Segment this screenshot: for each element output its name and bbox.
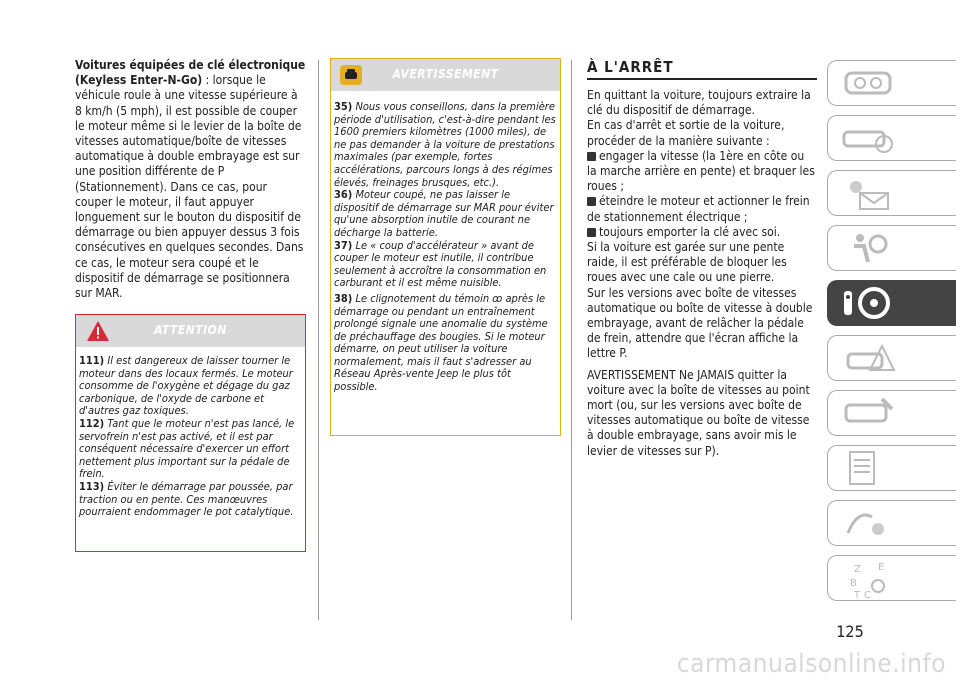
bullet-text: engager la vitesse (la 1ère en côte ou la marche arrière en pente) et braquer les roues ; [587,148,815,194]
key-steering-icon [838,283,898,323]
keyless-body: : lorsque le véhicule roule à une vitesse supérieure à 8 km/h (5 mph), il est possible de couper le moteur même si le levier de la boîte de vitesses automatique/boîte de vitesses automatique à double embrayage est sur une position différente de P (Stationnement). Dans ce cas, pour couper le moteur, il faut appuyer longuement sur le bouton du dispositif de démarrage ou bien appuyer dessus 3 fois consécutives en quelques secondes. Dans ce cas, le moteur sera coupé et le dispositif de démarrage se positionnera sur MAR. [75,73,304,301]
warning-paragraph: AVERTISSEMENT Ne JAMAIS quitter la voiture avec la boîte de vitesses au point mort (ou, sur les versions avec boîte de vitesses automatique ou boîte de vitesse à double embrayage, sans avoir mis le levier de vitesses sur P). [587,367,810,458]
sidebar-tab-dashboard[interactable] [827,60,956,106]
car-dashboard-icon [838,63,898,103]
item-number: 111) [79,354,105,367]
bullet-text: toujours emporter la clé avec soi. [599,224,781,239]
column-divider [571,60,572,620]
attention-box [75,314,306,552]
sidebar-tab-lights[interactable] [827,170,956,216]
column-divider [318,60,319,620]
sun-envelope-icon [838,173,898,213]
watermark: carmanualsonline.info [676,649,946,679]
bullet-item [587,194,817,224]
tools-icon [838,393,898,433]
item-number: 37) [334,238,353,252]
index-letter: T [854,590,861,601]
breakdown-icon [838,338,898,378]
attention-item [79,481,302,519]
keyless-heading: Voitures équipées de clé électronique (Keyless Enter-N-Go) [75,58,306,88]
sidebar-tab-maintenance[interactable] [827,390,956,436]
avertissement-box [330,58,561,436]
auto-gearbox-paragraph: Sur les versions avec boîte de vitesses automatique ou boîte de vitesse à double embrayage, avant de relâcher la pédale de frein, attendre que l'écran affiche la lettre P. [587,285,813,361]
intro2-text: En cas d'arrêt et sortie de la voiture, procéder de la manière suivante : [587,118,785,148]
index-letter: E [878,562,885,573]
bullet-icon [587,152,596,161]
item-text: Le « coup d'accélérateur » avant de couper le moteur est inutile, il contribue seulement à accroître la consommation en carburant et il est même nuisible. [334,238,547,290]
bullet-icon [587,228,596,237]
attention-item [79,418,302,481]
attention-item [79,355,302,418]
sidebar-tab-multimedia[interactable] [827,500,956,546]
avert-item [334,240,557,290]
index-letter: Z [854,564,861,575]
sidebar-tab-safety[interactable] [827,225,956,271]
attention-list [76,347,305,519]
page-number: 125 [836,622,864,641]
section-title: À L'ARRÊT [587,58,817,80]
item-text: Il est dangereux de laisser tourner le moteur dans des locaux fermés. Le moteur consomme de l'oxygène et dégage du gaz carbonique, de l'oxyde de carbone et d'autres gaz toxiques. [79,354,293,418]
avert-item [334,101,557,189]
airbag-icon [838,228,898,268]
index-letter: C [864,590,871,601]
item-text: Tant que le moteur n'est pas lancé, le servofrein n'est pas activé, et il est par conséquent nécessaire d'exercer un effort nettement plus important sur la pédale de frein. [79,416,295,481]
car-info-icon [838,118,898,158]
avertissement-title: AVERTISSEMENT [392,67,499,81]
intro-text: En quittant la voiture, toujours extraire la clé du dispositif de démarrage. [587,88,811,118]
item-text: Moteur coupé, ne pas laisser le dispositif de démarrage sur MAR pour éviter qu'une absorption inutile de courant ne décharge la batterie. [334,188,554,239]
index-icon [838,558,898,602]
item-number: 112) [79,416,105,430]
item-number: 36) [334,188,353,202]
bullet-text: éteindre le moteur et actionner le frein de stationnement électrique ; [587,194,810,224]
checklist-icon [838,448,898,488]
keyless-paragraph [75,58,307,301]
item-text: Le clignotement du témoin ꝏ après le démarrage ou pendant un entraînement prolongé signale une anomalie du système de préchauffage des bougies. Si le moteur démarre, on peut utiliser la voiture normalement, mais il faut s'adresser au Réseau Après-vente Jeep le plus tôt possible. [334,291,548,394]
bullet-item [587,225,817,240]
sidebar-tab-index[interactable] [827,555,956,601]
avert-item [334,293,557,394]
sidebar-tab-emergency[interactable] [827,335,956,381]
sidebar-tab-technical-data[interactable] [827,445,956,491]
column-left [75,58,307,301]
bullet-icon [587,197,596,206]
item-number: 113) [79,479,105,493]
sidebar-tab-car-info[interactable] [827,115,956,161]
avertissement-header [331,59,560,91]
attention-header [76,315,305,347]
item-number: 38) [334,291,353,305]
attention-title: ATTENTION [154,323,227,337]
multimedia-icon [838,503,898,543]
index-letter: B [850,578,857,589]
item-text: Éviter le démarrage par poussée, par traction ou en pente. Ces manœuvres pourraient endommager le pot catalytique. [79,479,294,519]
bullet-item [587,149,817,195]
item-text: Nous vous conseillons, dans la première période d'utilisation, c'est-à-dire pendant les 1600 premiers kilomètres (1000 miles), de ne pas demander à la voiture de prestations maximales (par exemple, fortes accélérations, parcours longs à des régimes élevés, freinages brusques, etc.). [334,100,556,189]
sidebar-tab-starting-driving[interactable] [827,280,956,326]
avertissement-list [331,91,560,394]
slope-paragraph: Si la voiture est garée sur une pente raide, il est préférable de bloquer les roues avec une cale ou une pierre. [587,240,787,285]
item-number: 35) [334,100,353,113]
column-right [587,58,817,459]
avert-item [334,189,557,239]
